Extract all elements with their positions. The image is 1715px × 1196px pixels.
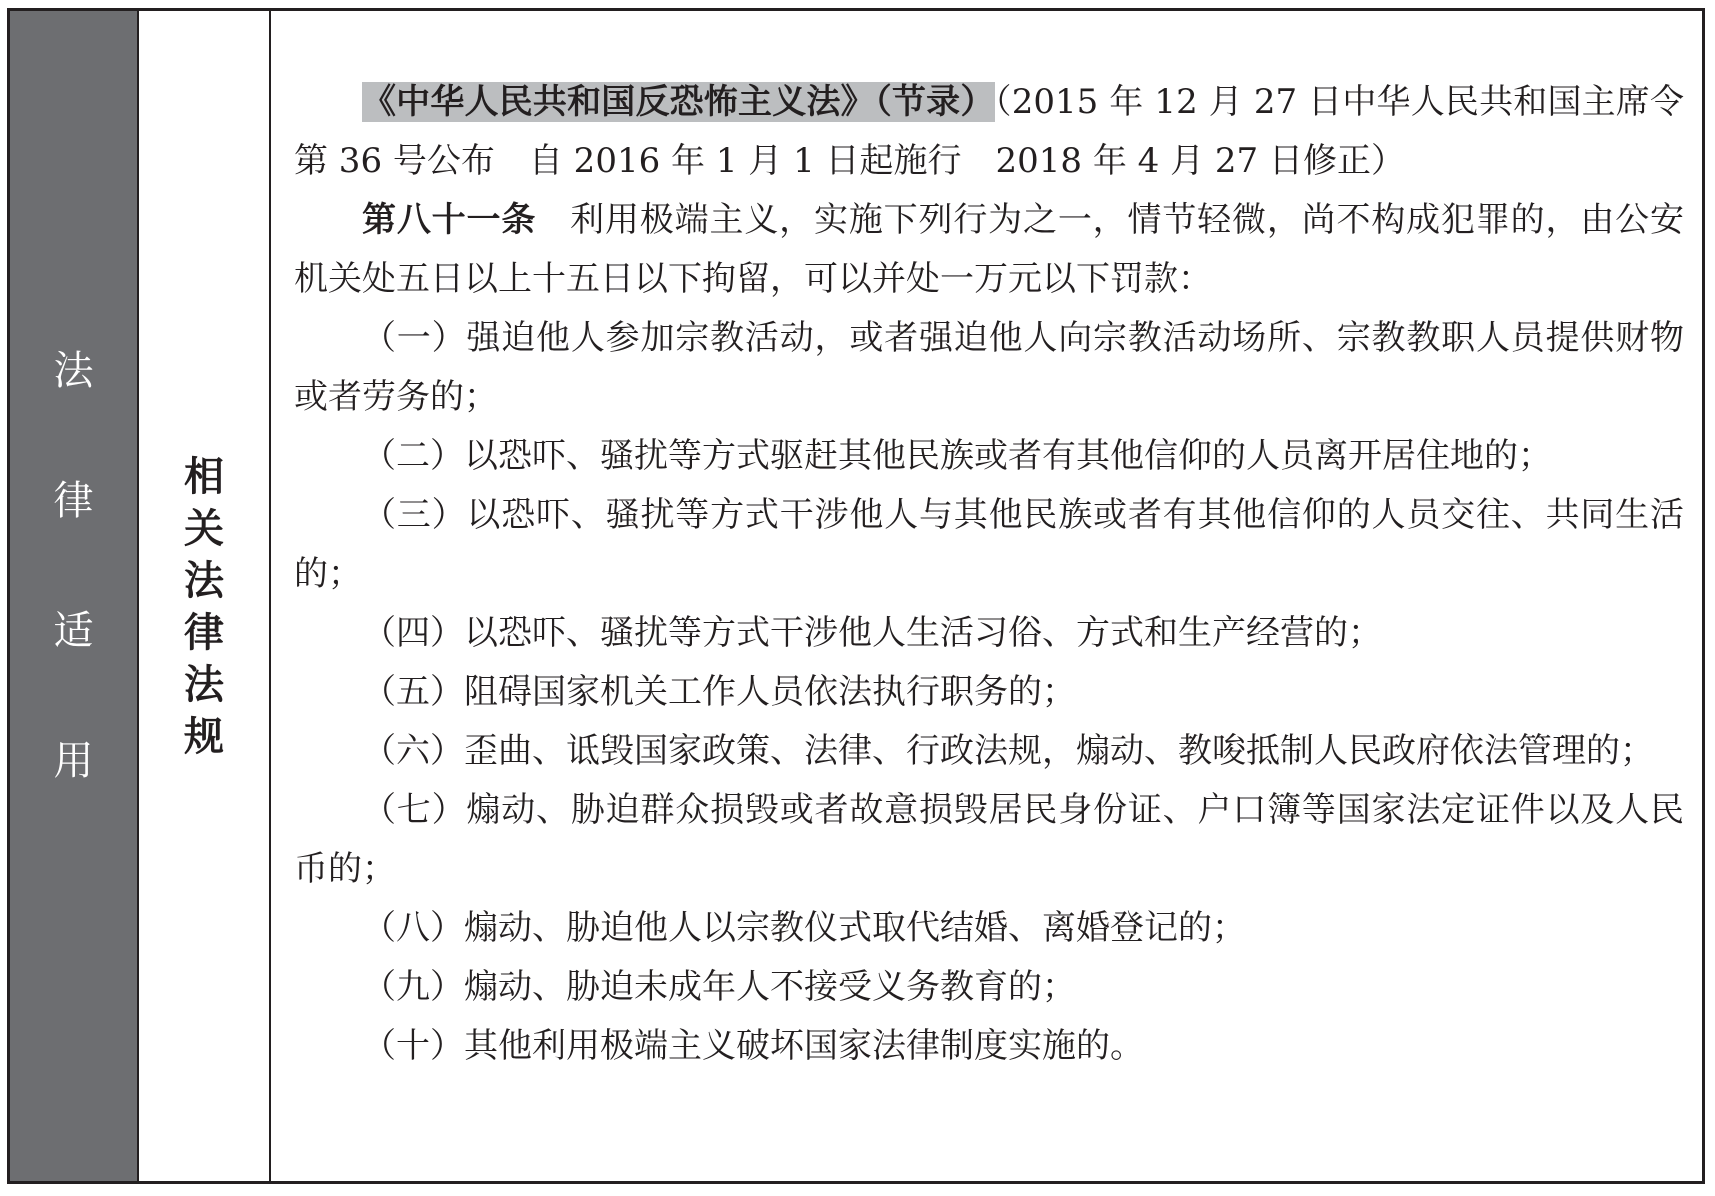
category-column (10, 11, 139, 1181)
section-title-char: 法 (184, 558, 224, 604)
section-title-char: 相 (184, 454, 224, 500)
section-title (139, 451, 269, 763)
category-char: 用 (53, 738, 94, 784)
article-number: 第八十一条 (362, 200, 537, 240)
article-item: （八）煽动、胁迫他人以宗教仪式取代结婚、离婚登记的； (362, 908, 1246, 948)
law-source: （2015 年 12 月 27 日中华人民共和国主席令第 36 号公布 自 2016 年 1 月 1 日起施行 2018 年 4 月 27 日修正） (294, 82, 1684, 181)
article-item: （十）其他利用极端主义破坏国家法律制度实施的。 (362, 1026, 1144, 1066)
section-title-char: 规 (184, 714, 224, 760)
content-column (271, 11, 1702, 1181)
article-item: （六）歪曲、诋毁国家政策、法律、行政法规，煽动、教唆抵制人民政府依法管理的； (362, 731, 1654, 771)
law-title: 《中华人民共和国反恐怖主义法》（节录） (362, 82, 995, 122)
article-item: （三）以恐吓、骚扰等方式干涉他人与其他民族或者有其他信仰的人员交往、共同生活的； (294, 495, 1684, 594)
section-title-char: 法 (184, 662, 224, 708)
article-item: （九）煽动、胁迫未成年人不接受义务教育的； (362, 967, 1076, 1007)
article-text: 利用极端主义，实施下列行为之一，情节轻微，尚不构成犯罪的，由公安机关处五日以上十五日以下拘留，可以并处一万元以下罚款： (294, 200, 1685, 299)
article-item: （五）阻碍国家机关工作人员依法执行职务的； (362, 672, 1076, 712)
category-char: 适 (53, 608, 94, 654)
article-item: （二）以恐吓、骚扰等方式驱赶其他民族或者有其他信仰的人员离开居住地的； (362, 436, 1552, 476)
law-table (7, 8, 1705, 1184)
law-heading-paragraph (294, 73, 1684, 191)
section-column (139, 11, 271, 1181)
category-char: 法 (53, 348, 94, 394)
article-item: （四）以恐吓、骚扰等方式干涉他人生活习俗、方式和生产经营的； (362, 613, 1382, 653)
section-title-char: 关 (184, 506, 224, 552)
article-item: （七）煽动、胁迫群众损毁或者故意损毁居民身份证、户口簿等国家法定证件以及人民币的； (294, 790, 1684, 889)
article-item: （一）强迫他人参加宗教活动，或者强迫他人向宗教活动场所、宗教教职人员提供财物或者劳务的； (294, 318, 1684, 417)
section-title-char: 律 (184, 610, 224, 656)
article-paragraph (294, 191, 1684, 309)
category-char: 律 (53, 478, 94, 524)
